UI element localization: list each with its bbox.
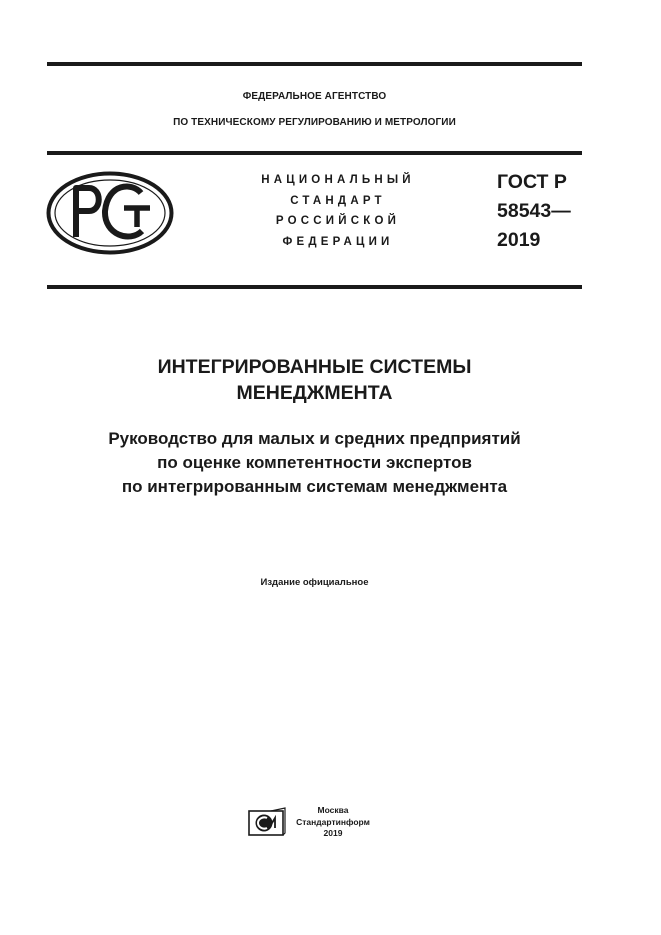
standard-type-line: СТАНДАРТ: [290, 194, 386, 207]
standard-type-block: [228, 170, 448, 252]
edition-label: Издание официальное: [260, 577, 369, 588]
publisher-city: Москва: [317, 805, 349, 815]
standartinform-logo-icon: [247, 807, 287, 837]
publisher-year: 2019: [323, 828, 343, 838]
standard-type-line: РОССИЙСКОЙ: [275, 215, 401, 227]
gost-number-line: 2019: [497, 229, 541, 251]
gost-number-line: ГОСТ Р: [497, 171, 567, 193]
publisher-block: [293, 805, 373, 840]
header-rule: [47, 151, 582, 155]
main-title: [47, 354, 582, 406]
standard-type-line: НАЦИОНАЛЬНЫЙ: [261, 174, 415, 186]
main-title-line: МЕНЕДЖМЕНТА: [236, 382, 393, 404]
agency-name-line-1: ФЕДЕРАЛЬНОЕ АГЕНТСТВО: [242, 91, 387, 102]
gost-number-line: 58543—: [497, 200, 571, 222]
publisher-name: Стандартинформ: [296, 816, 370, 827]
agency-name-line-2: ПО ТЕХНИЧЕСКОМУ РЕГУЛИРОВАНИЮ И МЕТРОЛОГИИ: [173, 117, 456, 128]
main-title-line: ИНТЕГРИРОВАННЫЕ СИСТЕМЫ: [157, 356, 472, 378]
subtitle-line: Руководство для малых и средних предприятий: [108, 429, 521, 448]
subtitle-line: по интегрированным системам менеджмента: [121, 477, 508, 496]
subtitle-line: по оценке компетентности экспертов: [157, 453, 472, 472]
gost-number-block: [497, 168, 571, 255]
standard-type-line: ФЕДЕРАЦИИ: [282, 235, 394, 248]
rst-emblem-icon: [46, 171, 174, 255]
top-rule: [47, 62, 582, 66]
subtitle: [37, 427, 592, 499]
standard-rule: [47, 285, 582, 289]
